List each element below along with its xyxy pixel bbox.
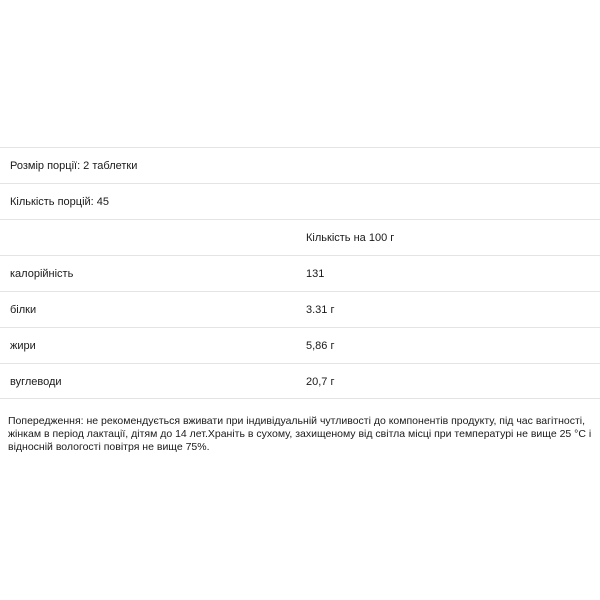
nutrient-value: 3.31 г: [306, 304, 335, 316]
table-row-calories: [0, 255, 600, 291]
table-row-carbs: [0, 363, 600, 399]
table-header-row: [0, 219, 600, 255]
nutrient-name: вуглеводи: [10, 376, 62, 388]
warning-text: Попередження: не рекомендується вживати при індивідуальній чутливості до компонентів продукту, під час вагітності, жінкам в період лактації, дітям до 14 лет.Храніть в сухому, захищеному від світла місці при температурі не вище 25 °C і відносній вологості повітря не вище 75%.: [8, 415, 592, 453]
amount-per-100g-header: Кількість на 100 г: [306, 232, 395, 244]
table-row-protein: [0, 291, 600, 327]
nutrient-value: 131: [306, 268, 325, 280]
serving-size-row: [0, 147, 600, 183]
serving-size-label: Розмір порції: 2 таблетки: [10, 160, 138, 172]
nutrient-name: жири: [10, 340, 36, 352]
servings-count-row: [0, 183, 600, 219]
nutrient-value: 20,7 г: [306, 376, 335, 388]
nutrition-table: [0, 147, 600, 399]
nutrient-name: білки: [10, 304, 37, 316]
table-row-fat: [0, 327, 600, 363]
nutrient-value: 5,86 г: [306, 340, 335, 352]
nutrient-name: калорійність: [10, 268, 74, 280]
servings-count-label: Кількість порцій: 45: [10, 196, 110, 208]
